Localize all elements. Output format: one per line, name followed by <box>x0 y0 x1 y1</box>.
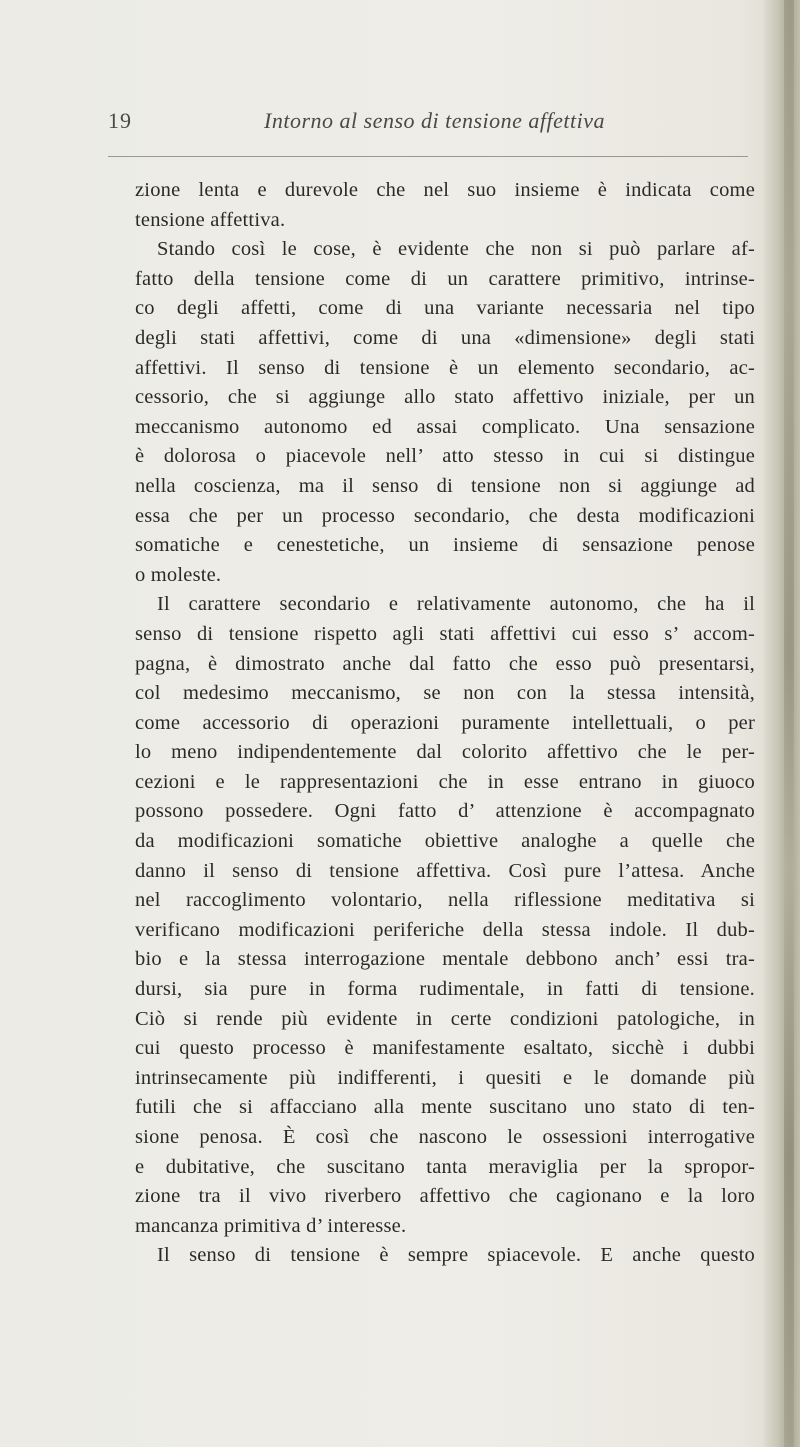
page-binding-edge <box>762 0 800 1447</box>
text-line: tensione affettiva. <box>135 208 286 231</box>
text-line: cui questo processo è manifestamente esaltato, sicchè i dubbi <box>135 1037 755 1060</box>
text-line: co degli affetti, come di una variante necessaria nel tipo <box>135 297 755 320</box>
text-line: zione lenta e durevole che nel suo insieme è indicata come <box>135 179 755 201</box>
text-line: dursi, sia pure in forma rudimentale, in fatti di tensione. <box>135 978 755 1001</box>
text-line: è dolorosa o piacevole nell’ atto stesso in cui si distingue <box>135 445 755 468</box>
text-line: mancanza primitiva d’ interesse. <box>135 1214 407 1237</box>
text-line: essa che per un processo secondario, che desta modificazioni <box>135 504 755 527</box>
page-binding-shadow <box>784 0 794 1447</box>
text-line: nel raccoglimento volontario, nella riflessione meditativa si <box>135 889 755 912</box>
text-line: col medesimo meccanismo, se non con la stessa intensità, <box>135 682 755 705</box>
text-line: fatto della tensione come di un carattere primitivo, intrinse- <box>135 267 755 290</box>
text-line: cessorio, che si aggiunge allo stato affettivo iniziale, per un <box>135 386 755 409</box>
text-line: possono possedere. Ogni fatto d’ attenzione è accompagnato <box>135 800 755 823</box>
text-line: sione penosa. È così che nascono le ossessioni interrogative <box>135 1126 755 1148</box>
page-number: 19 <box>108 108 132 133</box>
text-line: e dubitative, che suscitano tanta meraviglia per la spropor- <box>135 1155 755 1178</box>
text-line: Il carattere secondario e relativamente autonomo, che ha il <box>157 593 755 616</box>
body-text <box>135 176 755 1271</box>
text-line: cezioni e le rappresentazioni che in esse entrano in giuoco <box>135 770 755 793</box>
text-line: Il senso di tensione è sempre spiacevole. E anche questo <box>157 1244 755 1267</box>
text-line: senso di tensione rispetto agli stati affettivi cui esso s’ accom- <box>135 622 755 645</box>
text-line: verificano modificazioni periferiche della stessa indole. Il dub- <box>135 918 755 941</box>
text-line: bio e la stessa interrogazione mentale debbono anch’ essi tra- <box>135 948 755 971</box>
page-header <box>108 108 768 148</box>
text-line: degli stati affettivi, come di una «dimensione» degli stati <box>135 326 755 349</box>
text-line: lo meno indipendentemente dal colorito affettivo che le per- <box>135 741 755 764</box>
running-title: Intorno al senso di tensione affettiva <box>264 108 606 133</box>
text-line: pagna, è dimostrato anche dal fatto che esso può presentarsi, <box>135 652 755 675</box>
text-line: Stando così le cose, è evidente che non si può parlare af- <box>157 238 755 261</box>
text-line: o moleste. <box>135 563 222 586</box>
text-line: zione tra il vivo riverbero affettivo che cagionano e la loro <box>135 1185 755 1208</box>
header-rule <box>108 156 748 157</box>
text-line: intrinsecamente più indifferenti, i quesiti e le domande più <box>135 1066 755 1089</box>
text-line: futili che si affacciano alla mente suscitano uno stato di ten- <box>135 1096 755 1119</box>
text-line: meccanismo autonomo ed assai complicato. Una sensazione <box>135 415 755 438</box>
text-line: somatiche e cenestetiche, un insieme di sensazione penose <box>135 534 755 557</box>
text-line: come accessorio di operazioni puramente intellettuali, o per <box>135 711 755 734</box>
text-line: affettivi. Il senso di tensione è un elemento secondario, ac- <box>135 356 755 379</box>
text-line: da modificazioni somatiche obiettive analoghe a quelle che <box>135 830 755 853</box>
text-line: nella coscienza, ma il senso di tensione non si aggiunge ad <box>135 474 755 497</box>
text-line: Ciò si rende più evidente in certe condizioni patologiche, in <box>135 1007 755 1030</box>
text-line: danno il senso di tensione affettiva. Così pure l’attesa. Anche <box>135 859 755 882</box>
